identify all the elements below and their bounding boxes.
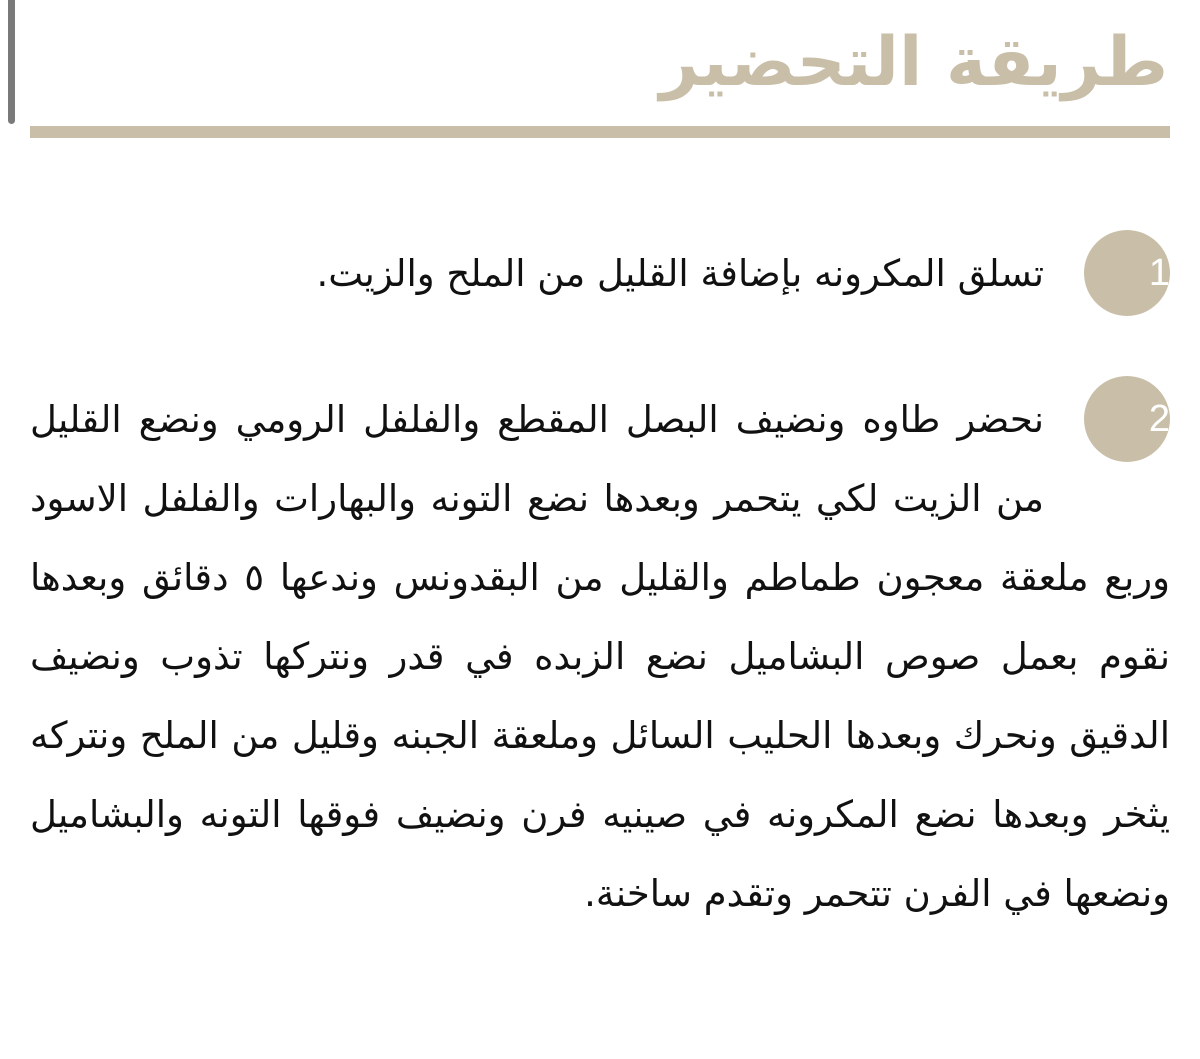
step-text-1: تسلق المكرونه بإضافة القليل من الملح والزيت. <box>316 252 1044 295</box>
scrollbar-thumb[interactable] <box>8 0 15 124</box>
title-divider <box>30 126 1170 138</box>
step-item-1 <box>30 234 1170 322</box>
section-title: طريقة التحضير <box>659 23 1168 102</box>
step-item-2 <box>30 380 1170 933</box>
step-text-2: نحضر طاوه ونضيف البصل المقطع والفلفل الرومي ونضع القليل من الزيت لكي يتحمر وبعدها نضع التونه والبهارات والفلفل الاسود وربع ملعقة معجون طماطم والقليل من البقدونس وندعها ٥ دقائق وبعدها نقوم بعمل صوص البشاميل نضع الزبده في قدر ونتركها تذوب ونضيف الدقيق ونحرك وبعدها الحليب السائل وملعقة الجبنه وقليل من الملح ونتركه يثخر وبعدها نضع المكرونه في صينيه فرن ونضيف فوقها التونه والبشاميل ونضعها في الفرن تتحمر وتقدم ساخنة. <box>30 398 1170 915</box>
step-number-badge-2: 2 <box>1084 376 1170 462</box>
step-number-badge-1: 1 <box>1084 230 1170 316</box>
